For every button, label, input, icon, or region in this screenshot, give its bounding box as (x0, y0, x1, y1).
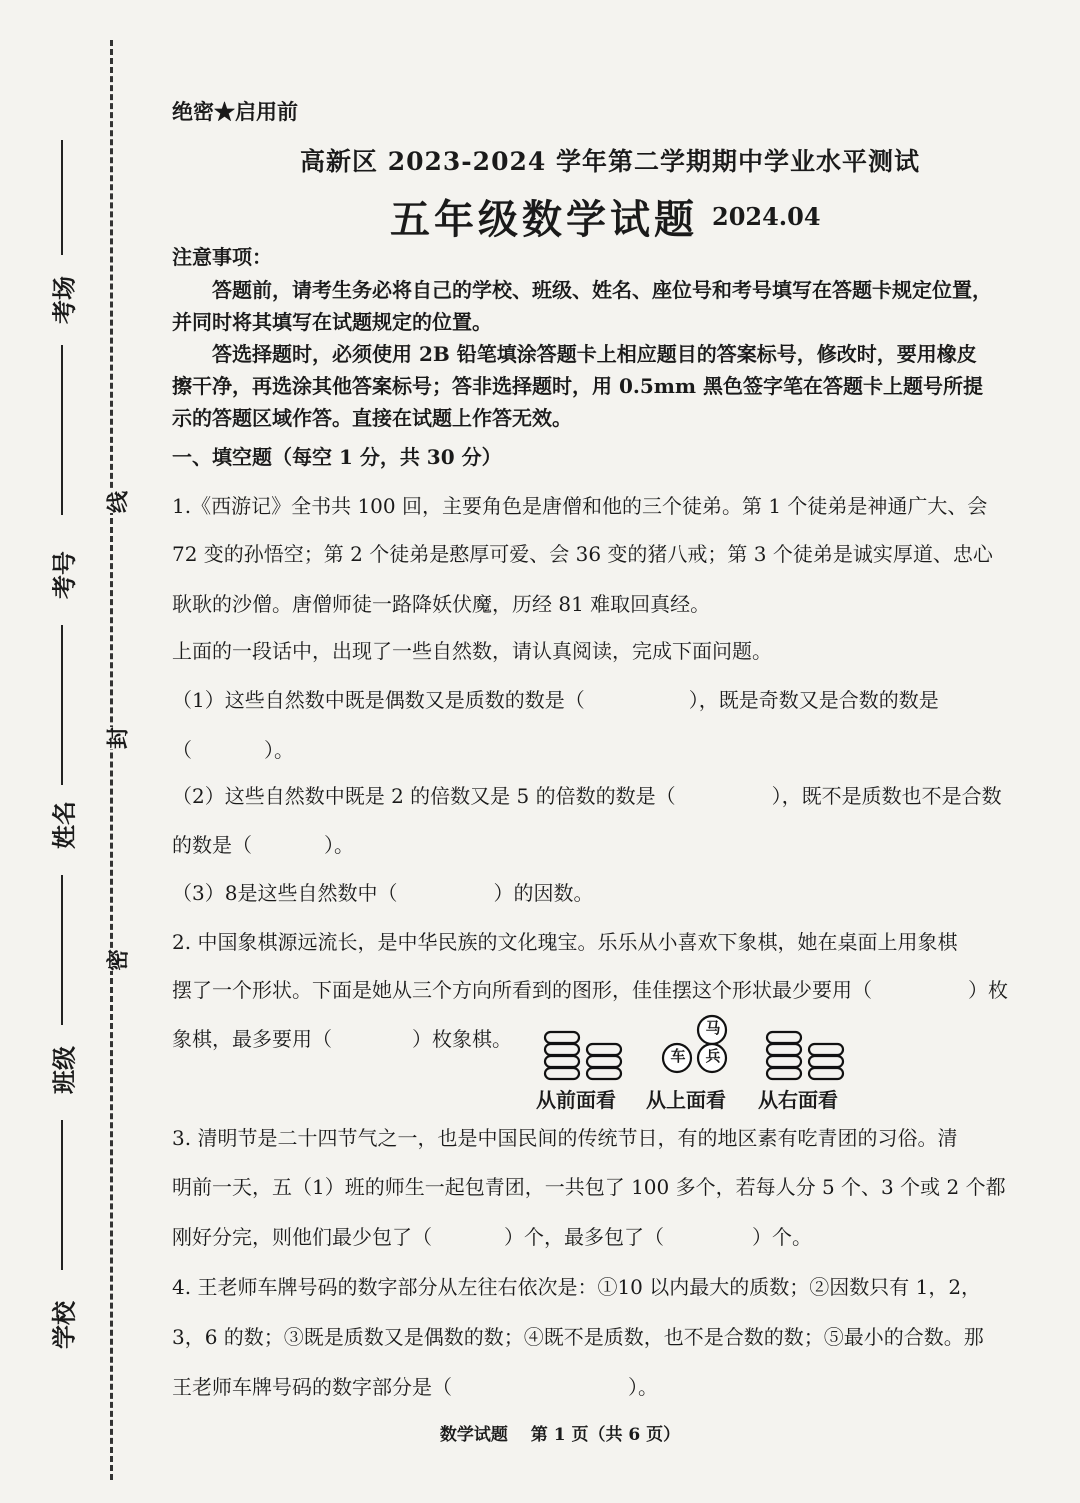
exam-title-line1: 高新区 2023-2024 学年第二学期期中学业水平测试 (300, 147, 920, 176)
page-footer: 数学试题 第 1 页（共 6 页） (439, 1425, 681, 1445)
caption-front-view: 从前面看 (536, 1088, 616, 1112)
q4-text-b: ）。 (628, 1375, 658, 1399)
q1-sub2-line1 (172, 786, 1002, 806)
right-left-piece-2 (767, 1044, 801, 1055)
front-left-piece-4 (545, 1068, 579, 1079)
q1-line2: 72 变的孙悟空；第 2 个徒弟是憨厚可爱、会 36 变的猪八戒；第 3 个徒弟是诚实厚道、忠心 (172, 542, 993, 566)
class-label: 班级 (49, 1046, 79, 1094)
q4-line2: 3，6 的数；③既是质数又是偶数的数；④既不是质数，也不是合数的数；⑤最小的合数。那 (172, 1325, 984, 1349)
chess-views-figure (535, 1012, 865, 1084)
seal-char-secret: 密 (100, 949, 135, 971)
q2-line3 (172, 1029, 512, 1049)
name-line (61, 875, 63, 1025)
exam-number-line-top (61, 345, 63, 515)
section1-heading: 一、填空题（每空 1 分，共 30 分） (172, 445, 502, 469)
front-right-piece-2 (587, 1056, 621, 1067)
class-line (61, 1120, 63, 1270)
right-right-piece-3 (809, 1068, 843, 1079)
front-right-piece-1 (587, 1044, 621, 1055)
q4-line3 (172, 1377, 658, 1397)
piece-label-horse: 马 (705, 1019, 721, 1037)
notice-p2-line1: 答选择题时，必须使用 2B 铅笔填涂答题卡上相应题目的答案标号，修改时，要用橡皮 (212, 342, 977, 366)
q1-sub1-line1 (172, 690, 939, 710)
front-left-piece-2 (545, 1044, 579, 1055)
piece-label-chariot: 车 (670, 1047, 686, 1065)
exam-main-title: 五年级数学试题 (390, 196, 698, 243)
right-left-piece-4 (767, 1068, 801, 1079)
q2-text-d: ）枚象棋。 (412, 1027, 512, 1051)
q1-sub2-text-a: （2）这些自然数中既是 2 的倍数又是 5 的倍数的数是（ (172, 784, 676, 808)
right-view-stacks (767, 1032, 843, 1079)
q1-sub2-text-b: ），既不是质数也不是合数 (771, 784, 1002, 808)
q1-sub1-line2 (172, 740, 294, 760)
right-right-piece-2 (809, 1056, 843, 1067)
q3-line2: 明前一天，五（1）班的师生一起包青团，一共包了 100 多个，若每人分 5 个、3 个或 2 个都 (172, 1175, 1006, 1199)
q1-sub2-text-c: 的数是（ (172, 833, 252, 857)
q1-line4: 上面的一段话中，出现了一些自然数，请认真阅读，完成下面问题。 (172, 639, 772, 663)
front-view-stacks (545, 1032, 621, 1079)
notice-p1-line2: 并同时将其填写在试题规定的位置。 (172, 310, 492, 334)
exam-number-line (61, 625, 63, 785)
caption-top-view: 从上面看 (646, 1088, 726, 1112)
q2-text-b: ）枚 (968, 978, 1008, 1002)
exam-date: 2024.04 (712, 202, 821, 231)
front-right-piece-3 (587, 1068, 621, 1079)
q2-line1: 2. 中国象棋源远流长，是中华民族的文化瑰宝。乐乐从小喜欢下象棋，她在桌面上用象棋 (172, 930, 958, 954)
q1-sub1-text-b: ），既是奇数又是合数的数是 (688, 688, 939, 712)
seal-char-line: 线 (100, 491, 135, 513)
exam-number-label: 考号 (49, 551, 79, 599)
q1-line1: 1.《西游记》全书共 100 回，主要角色是唐僧和他的三个徒弟。第 1 个徒弟是神通广大、会 (172, 494, 988, 518)
exam-room-label: 考场 (49, 276, 79, 324)
q3-text-a: 刚好分完，则他们最少包了（ (172, 1225, 432, 1249)
notice-p2-line3: 示的答题区域作答。直接在试题上作答无效。 (172, 406, 572, 430)
q3-text-b: ）个，最多包了（ (504, 1225, 664, 1249)
q2-text-c: 象棋，最多要用（ (172, 1027, 332, 1051)
caption-right-view: 从右面看 (758, 1088, 838, 1112)
notice-heading: 注意事项： (172, 245, 272, 269)
name-label: 姓名 (49, 801, 79, 849)
right-left-piece-1 (767, 1032, 801, 1043)
q3-line3 (172, 1227, 812, 1247)
q1-sub3-text-a: （3）8是这些自然数中（ (172, 881, 398, 905)
q1-sub2-line2 (172, 835, 354, 855)
q1-sub1-text-d: ）。 (264, 738, 294, 762)
q1-sub1-text-c: （ (172, 738, 192, 762)
front-left-piece-3 (545, 1056, 579, 1067)
q1-line3: 耿耿的沙僧。唐僧师徒一路降妖伏魔，历经 81 难取回真经。 (172, 592, 711, 616)
right-left-piece-3 (767, 1056, 801, 1067)
front-left-piece-1 (545, 1032, 579, 1043)
q4-line1: 4. 王老师车牌号码的数字部分从左往右依次是：①10 以内最大的质数；②因数只有 1，2， (172, 1275, 982, 1299)
q1-sub3 (172, 883, 593, 903)
q3-line1: 3. 清明节是二十四节气之一，也是中国民间的传统节日，有的地区素有吃青团的习俗。清 (172, 1126, 958, 1150)
q3-text-c: ）个。 (752, 1225, 812, 1249)
notice-p2-line2: 擦干净，再选涂其他答案标号；答非选择题时，用 0.5mm 黑色签字笔在答题卡上题号所提 (172, 374, 984, 398)
q1-sub2-text-d: ）。 (324, 833, 354, 857)
notice-p1-line1: 答题前，请考生务必将自己的学校、班级、姓名、座位号和考号填写在答题卡规定位置， (212, 278, 992, 302)
q4-text-a: 王老师车牌号码的数字部分是（ (172, 1375, 452, 1399)
q2-text-a: 摆了一个形状。下面是她从三个方向所看到的图形，佳佳摆这个形状最少要用（ (172, 978, 872, 1002)
q1-sub1-text-a: （1）这些自然数中既是偶数又是质数的数是（ (172, 688, 585, 712)
q2-line2 (172, 980, 1008, 1000)
seal-char-seal: 封 (100, 727, 135, 749)
right-right-piece-1 (809, 1044, 843, 1055)
q1-sub3-text-b: ）的因数。 (493, 881, 594, 905)
binding-dashed-line (110, 40, 113, 1480)
school-label: 学校 (49, 1301, 79, 1349)
piece-label-soldier: 兵 (705, 1047, 721, 1065)
confidential-mark: 绝密★启用前 (172, 99, 298, 124)
